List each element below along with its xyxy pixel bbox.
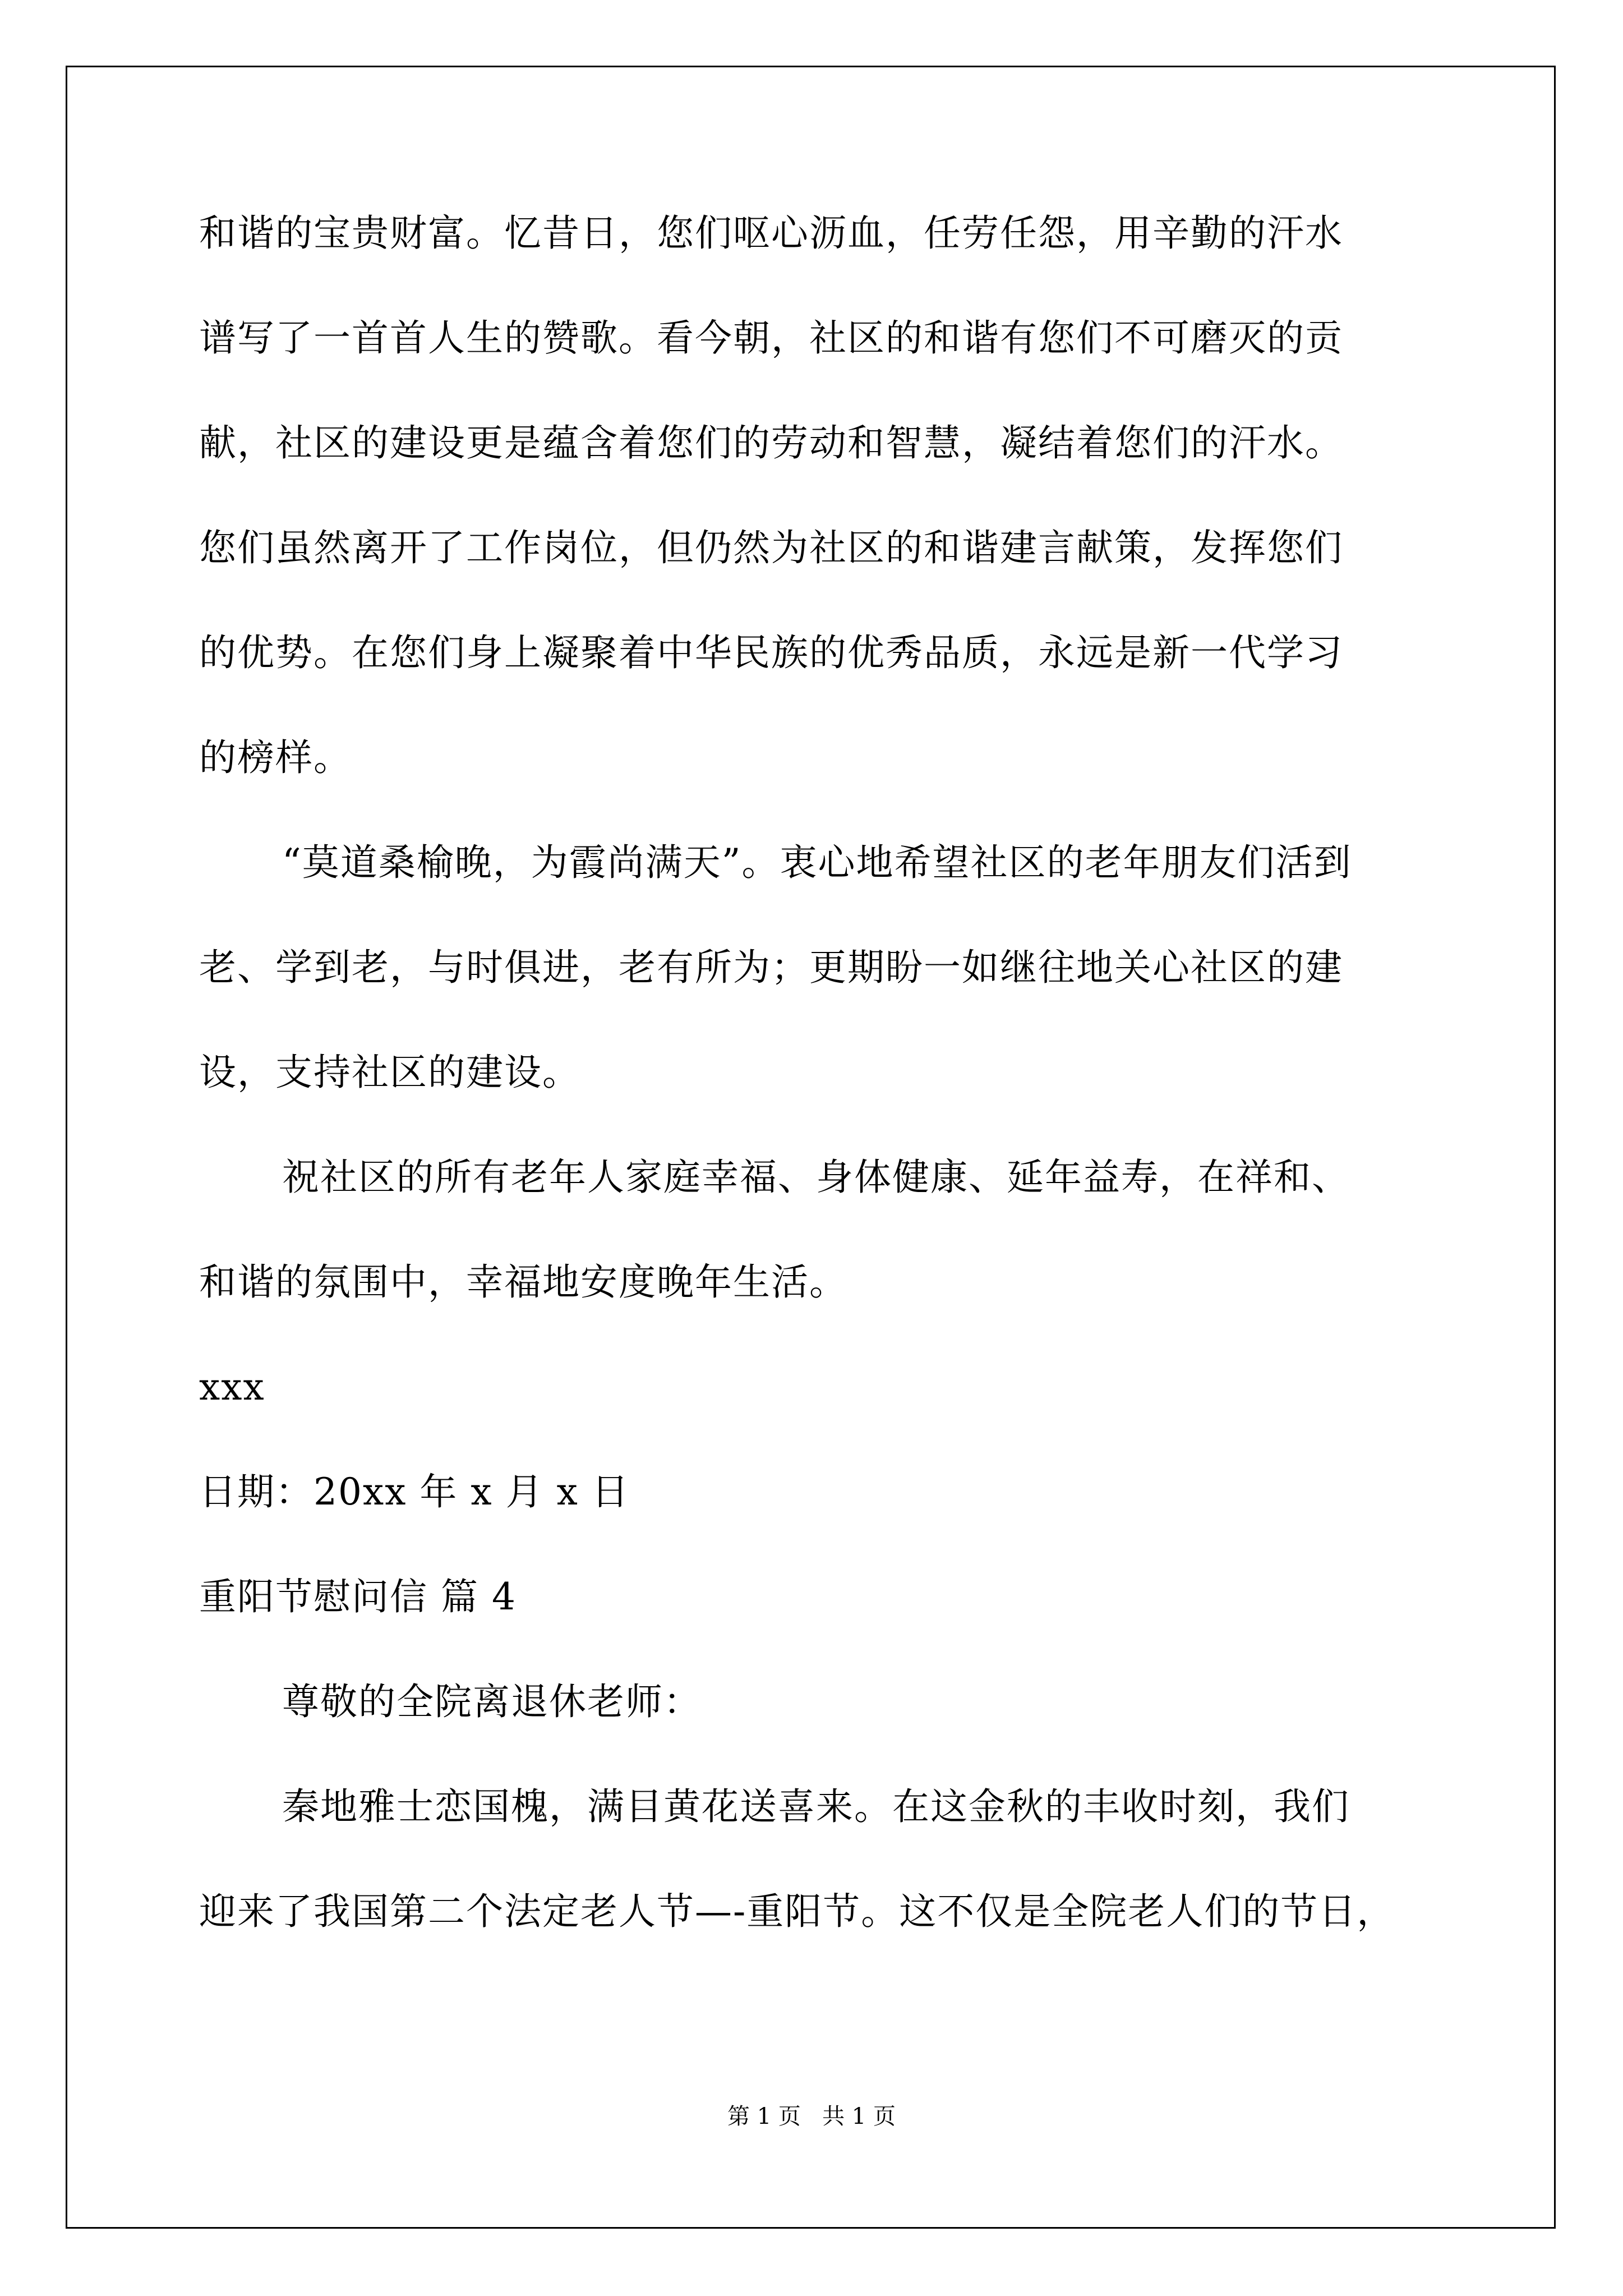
section-heading: 重阳节慰问信 篇 4 [199,1575,517,1618]
salutation: 尊敬的全院离退休老师： [282,1680,702,1723]
paragraph-line: 献，社区的建设更是蕴含着您们的劳动和智慧，凝结着您们的汗水。 [199,421,1343,464]
paragraph-line: 和谐的氛围中，幸福地安度晚年生活。 [199,1260,847,1304]
paragraph-line: 您们虽然离开了工作岗位，但仍然为社区的和谐建言献策，发挥您们 [199,526,1343,569]
signature: xxx [199,1365,265,1409]
date-line: 日期：20xx 年 x 月 x 日 [199,1470,630,1513]
paragraph-line: 谱写了一首首人生的赞歌。看今朝，社区的和谐有您们不可磨灭的贡 [199,316,1343,360]
paragraph-line: 秦地雅士恋国槐，满目黄花送喜来。在这金秋的丰收时刻，我们 [282,1785,1350,1828]
paragraph-line: 的榜样。 [199,736,352,779]
paragraph-line: 和谐的宝贵财富。忆昔日，您们呕心沥血，任劳任怨，用辛勤的汗水 [199,211,1343,255]
page-footer: 第 1 页 共 1 页 [727,2104,896,2129]
paragraph-line: 的优势。在您们身上凝聚着中华民族的优秀品质，永远是新一代学习 [199,631,1343,674]
paragraph-line: 迎来了我国第二个法定老人节—-重阳节。这不仅是全院老人们的节日， [199,1890,1395,1933]
paragraph-line: “莫道桑榆晚，为霞尚满天”。衷心地希望社区的老年朋友们活到 [282,841,1352,884]
paragraph-line: 祝社区的所有老年人家庭幸福、身体健康、延年益寿，在祥和、 [282,1156,1350,1199]
paragraph-line: 设，支持社区的建设。 [199,1051,580,1094]
paragraph-line: 老、学到老，与时俱进，老有所为；更期盼一如继往地关心社区的建 [199,946,1343,989]
